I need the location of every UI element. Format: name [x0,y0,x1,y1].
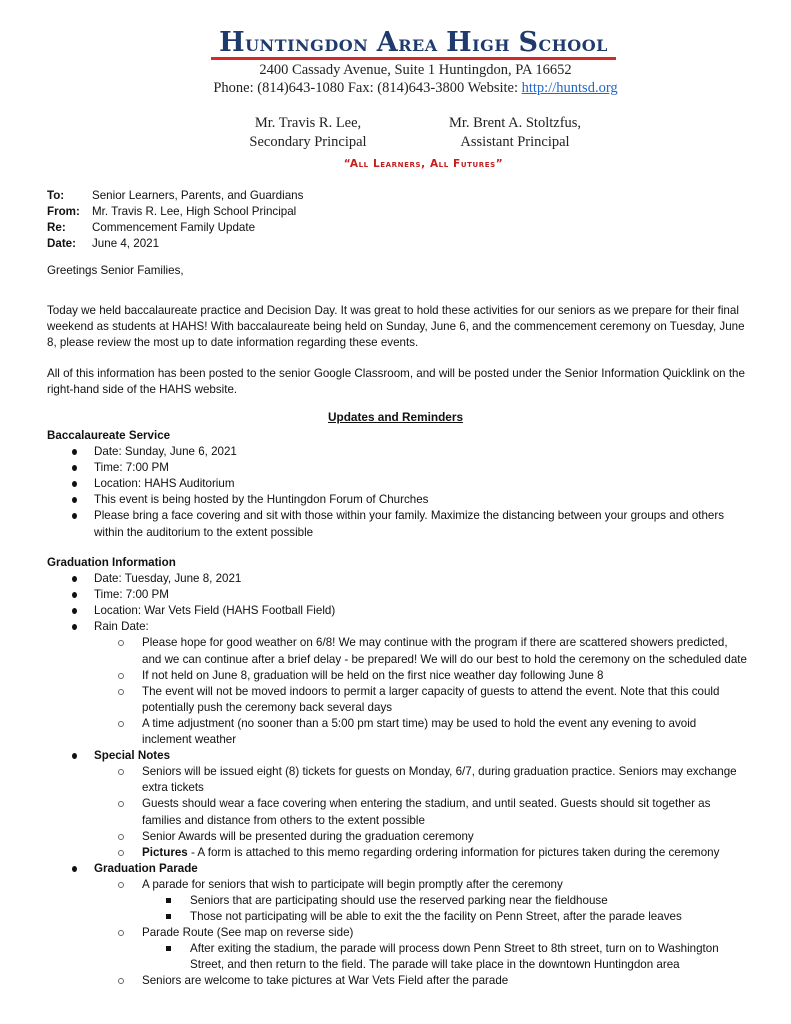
parade-sub-list [142,893,747,925]
list-item: Parade Route (See map on reverse side) [94,925,747,941]
sub-list-container [94,941,747,973]
school-name-part: rea [398,30,447,57]
pictures-text: - A form is attached to this memo regarding ordering information for pictures taken during the ceremony [187,845,720,859]
school-name-part: chool [538,30,608,57]
parade-sub-wrapper [94,941,747,973]
principal-title: Assistant Principal [460,134,570,150]
paragraph: All of this information has been posted to the senior Google Classroom, and will be posted under the Senior Information Quicklink on the right-hand side of the HAHS website. [47,367,745,397]
school-address: 2400 Cassady Avenue, Suite 1 Huntingdon, PA 16652 [259,62,572,78]
rain-date-list [94,635,747,748]
list-item: The event will not be moved indoors to permit a larger capacity of guests to attend the event. Note that this could potentially push the ceremony back several days [94,684,747,716]
bullet-list [47,444,747,541]
paragraph: Today we held baccalaureate practice and Decision Day. It was great to hold these activities for our seniors as we prepare for their final weekend as students at HAHS! With baccalaureate being held on Sunday, June 6, and the commencement ceremony on Tuesday, June 8, please review the most up to date information regarding these events. [47,304,745,350]
special-notes-list [94,764,747,861]
pictures-label: Pictures [142,845,188,859]
baccalaureate-section [47,428,747,541]
school-name-part: S [518,27,539,58]
memo-value: Senior Learners, Parents, and Guardians [92,189,304,202]
school-name-part: igh [472,30,519,57]
list-item: Guests should wear a face covering when entering the stadium, and until seated. Guests should sit together as families and distance from others to the extent possible [94,796,747,828]
parade-list [94,973,747,989]
graduation-section [47,555,747,990]
memo-label: From: [47,205,80,218]
list-item: Location: War Vets Field (HAHS Football Field) [47,603,747,619]
memo-label: To: [47,189,65,202]
school-name [211,27,616,60]
greeting: Greetings Senior Families, [47,264,184,277]
section-title: Graduation Information [47,556,176,569]
bullet-list [47,861,747,877]
school-name-part: A [376,27,399,58]
memo-from-row [47,204,747,220]
list-item: Please bring a face covering and sit with those within your family. Maximize the distancing between your groups and others within the auditorium to the extent possible [47,508,747,540]
website-link[interactable]: http://huntsd.org [521,80,618,96]
letterhead [0,27,791,97]
list-item: This event is being hosted by the Huntingdon Forum of Churches [47,492,747,508]
principal-name: Mr. Travis R. Lee, [254,115,362,131]
list-item: A parade for seniors that wish to participate will begin promptly after the ceremony [94,877,747,893]
memo-label: Re: [47,221,66,234]
memo-label: Date: [47,237,76,250]
school-name-part: untingdon [245,30,377,57]
list-item-pictures [94,845,747,861]
list-item: After exiting the stadium, the parade will process down Penn Street to 8th street, turn on to Washington Street, and then return to the field. The parade will take place in the downtown Huntingdon area [142,941,747,973]
list-item: If not held on June 8, graduation will be held on the first nice weather day following June 8 [94,668,747,684]
principal-name: Mr. Brent A. Stoltzfus, [448,115,582,131]
parade-list [94,877,747,893]
list-item: A time adjustment (no sooner than a 5:00 pm start time) may be used to hold the event any evening to avoid inclement weather [94,716,747,748]
school-name-part: H [219,27,246,58]
list-item: Location: HAHS Auditorium [47,476,747,492]
section-heading: Updates and Reminders [327,410,464,424]
list-item: Date: Sunday, June 6, 2021 [47,444,747,460]
principal-secondary [238,114,378,152]
memo-header [47,188,747,252]
bullet-list [47,748,747,764]
principal-assistant [430,114,600,152]
memo-value: Commencement Family Update [92,221,256,234]
list-item: Those not participating will be able to exit the the facility on Penn Street, after the parade leaves [142,909,747,925]
parade-sub-wrapper [94,893,747,925]
list-item: Seniors will be issued eight (8) tickets for guests on Monday, 6/7, during graduation practice. Seniors may exchange extra tickets [94,764,747,796]
memo-re-row [47,220,747,236]
list-item: Time: 7:00 PM [47,587,747,603]
memo-value: Mr. Travis R. Lee, High School Principal [92,205,297,218]
school-name-part: H [446,27,473,58]
memo-to-row [47,188,747,204]
memo-date-row [47,236,747,252]
route-sub-list [142,941,747,973]
bullet-list [47,571,747,635]
list-item: Rain Date: [47,619,747,635]
principal-title: Secondary Principal [249,134,367,150]
special-notes-heading: Special Notes [47,748,747,764]
list-item: Senior Awards will be presented during the graduation ceremony [94,829,747,845]
sub-list-container [94,893,747,925]
section-title: Baccalaureate Service [47,429,171,442]
memo-value: June 4, 2021 [92,237,160,250]
list-item: Time: 7:00 PM [47,460,747,476]
list-item: Seniors that are participating should use the reserved parking near the fieldhouse [142,893,747,909]
list-item: Date: Tuesday, June 8, 2021 [47,571,747,587]
school-motto: “All Learners, All Futures” [343,158,504,170]
list-item: Please hope for good weather on 6/8! We may continue with the program if there are scattered showers predicted, and we can continue after a brief delay - be prepared! We will do our best to hold the ceremony on the scheduled date [94,635,747,667]
parade-list [94,925,747,941]
school-contact [40,79,791,97]
phone-fax-text: Phone: (814)643-1080 Fax: (814)643-3800 Website: [213,80,522,96]
parade-heading: Graduation Parade [47,861,747,877]
list-item: Seniors are welcome to take pictures at War Vets Field after the parade [94,973,747,989]
